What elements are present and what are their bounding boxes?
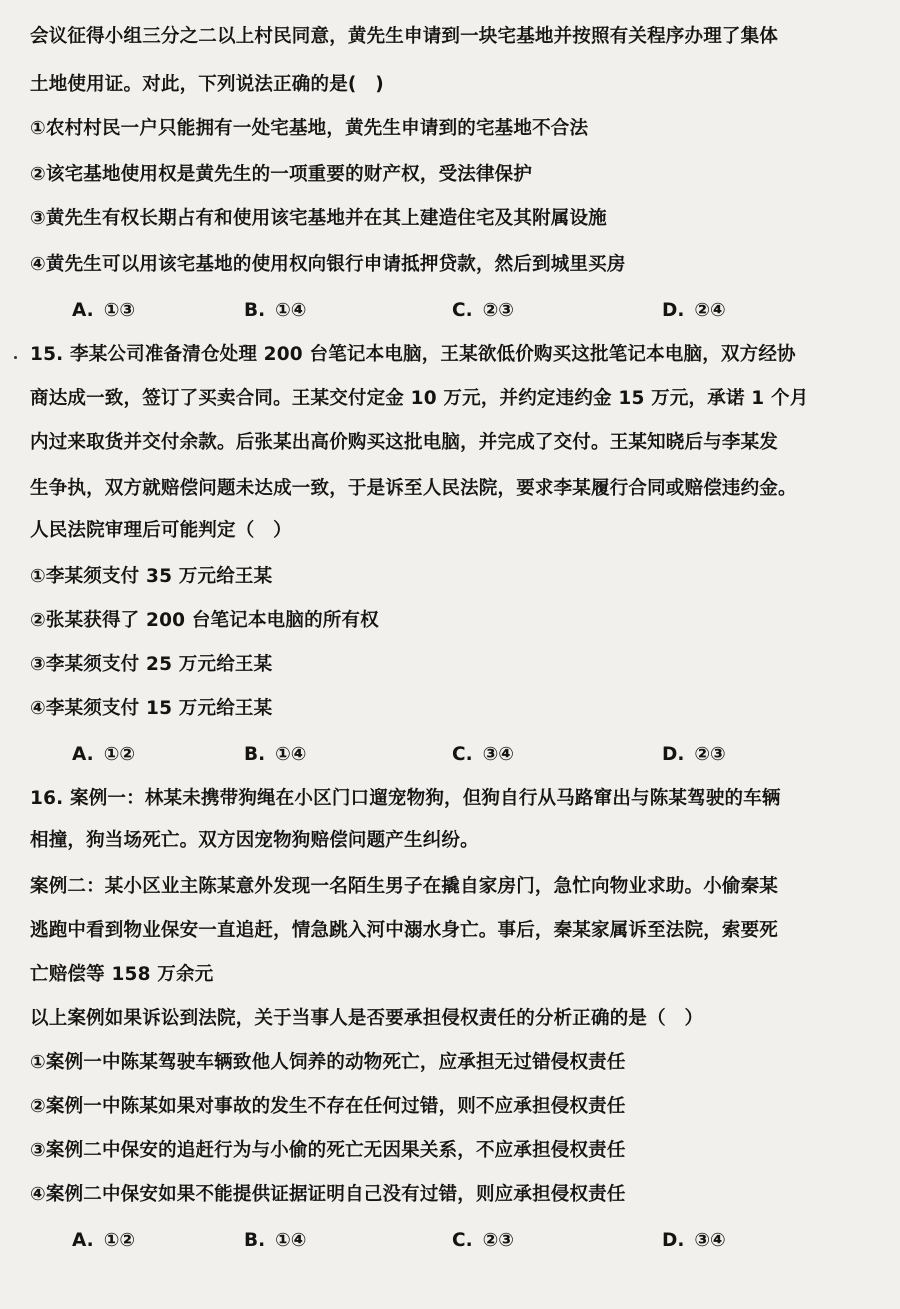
margin-mark — [14, 356, 17, 359]
q15-item-4: ④李某须支付 15 万元给王某 — [30, 698, 273, 719]
q16-case2-line: 逃跑中看到物业保安一直追赶，情急跳入河中溺水身亡。事后，秦某家属诉至法院，索要死 — [30, 920, 779, 941]
q15-stem-line: 商达成一致，签订了买卖合同。王某交付定金 10 万元，并约定违约金 15 万元，承诺 1 个月 — [30, 388, 809, 409]
q14-option-d[interactable]: D. ②④ — [662, 300, 726, 321]
q16-case2-line: 案例二：某小区业主陈某意外发现一名陌生男子在撬自家房门，急忙向物业求助。小偷秦某 — [30, 876, 779, 897]
q16-option-a[interactable]: A. ①② — [72, 1230, 136, 1251]
q16-item-4: ④案例二中保安如果不能提供证据证明自己没有过错，则应承担侵权责任 — [30, 1184, 626, 1205]
q15-option-c[interactable]: C. ③④ — [452, 744, 514, 765]
q14-item-3: ③黄先生有权长期占有和使用该宅基地并在其上建造住宅及其附属设施 — [30, 208, 607, 229]
q14-options — [72, 296, 860, 326]
q15-stem-line: 人民法院审理后可能判定（ ） — [30, 520, 292, 541]
q15-option-b[interactable]: B. ①④ — [244, 744, 307, 765]
q15-options — [72, 740, 860, 770]
q16-item-3: ③案例二中保安的追赶行为与小偷的死亡无因果关系，不应承担侵权责任 — [30, 1140, 626, 1161]
q15-item-3: ③李某须支付 25 万元给王某 — [30, 654, 273, 675]
q15-stem-line: 内过来取货并交付余款。后张某出高价购买这批电脑，并完成了交付。王某知晓后与李某发 — [30, 432, 779, 453]
q14-option-a[interactable]: A. ①③ — [72, 300, 136, 321]
q15-item-2: ②张某获得了 200 台笔记本电脑的所有权 — [30, 610, 379, 631]
q16-case2-line: 亡赔偿等 158 万余元 — [30, 964, 214, 985]
q15-stem-line: 15. 李某公司准备清仓处理 200 台笔记本电脑，王某欲低价购买这批笔记本电脑，双方经协 — [30, 344, 796, 365]
q16-question-line: 以上案例如果诉讼到法院，关于当事人是否要承担侵权责任的分析正确的是（ ） — [30, 1008, 704, 1029]
q15-option-d[interactable]: D. ②③ — [662, 744, 726, 765]
q15-option-a[interactable]: A. ①② — [72, 744, 136, 765]
q16-stem-line: 相撞，狗当场死亡。双方因宠物狗赔偿问题产生纠纷。 — [30, 830, 479, 851]
q16-option-c[interactable]: C. ②③ — [452, 1230, 514, 1251]
q14-stem-line: 土地使用证。对此，下列说法正确的是( ) — [30, 74, 384, 95]
q16-option-b[interactable]: B. ①④ — [244, 1230, 307, 1251]
q14-item-2: ②该宅基地使用权是黄先生的一项重要的财产权，受法律保护 — [30, 164, 533, 185]
q15-item-1: ①李某须支付 35 万元给王某 — [30, 566, 273, 587]
q16-item-1: ①案例一中陈某驾驶车辆致他人饲养的动物死亡，应承担无过错侵权责任 — [30, 1052, 626, 1073]
q14-option-b[interactable]: B. ①④ — [244, 300, 307, 321]
q14-stem-line: 会议征得小组三分之二以上村民同意，黄先生申请到一块宅基地并按照有关程序办理了集体 — [30, 26, 779, 47]
q16-stem-line: 16. 案例一：林某未携带狗绳在小区门口遛宠物狗，但狗自行从马路窜出与陈某驾驶的车辆 — [30, 788, 781, 809]
q16-item-2: ②案例一中陈某如果对事故的发生不存在任何过错，则不应承担侵权责任 — [30, 1096, 626, 1117]
q14-item-1: ①农村村民一户只能拥有一处宅基地，黄先生申请到的宅基地不合法 — [30, 118, 589, 139]
q16-options — [72, 1226, 860, 1256]
q14-option-c[interactable]: C. ②③ — [452, 300, 514, 321]
q14-item-4: ④黄先生可以用该宅基地的使用权向银行申请抵押贷款，然后到城里买房 — [30, 254, 626, 275]
q15-stem-line: 生争执，双方就赔偿问题未达成一致，于是诉至人民法院，要求李某履行合同或赔偿违约金。 — [30, 478, 797, 499]
q16-option-d[interactable]: D. ③④ — [662, 1230, 726, 1251]
